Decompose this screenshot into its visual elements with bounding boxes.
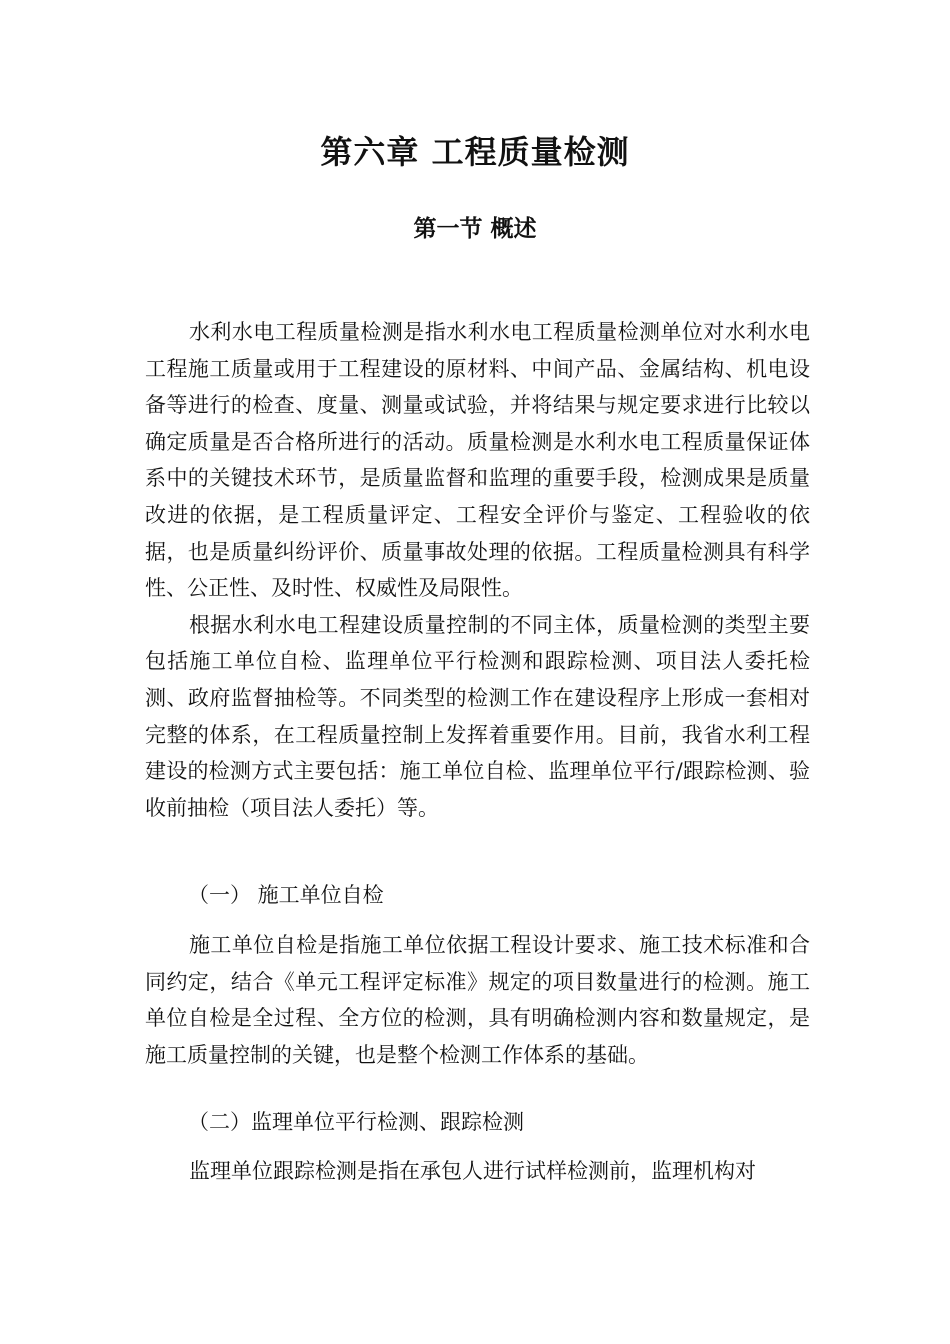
paragraph: 施工单位自检是指施工单位依据工程设计要求、施工技术标准和合同约定，结合《单元工程评定标准》规定的项目数量进行的检测。施工单位自检是全过程、全方位的检测，具有明确检测内容和数量规定，是施工质量控制的关键，也是整个检测工作体系的基础。 <box>145 933 810 1067</box>
subheading: （二）监理单位平行检测、跟踪检测 <box>188 1110 524 1134</box>
paragraph: 监理单位跟踪检测是指在承包人进行试样检测前，监理机构对 <box>189 1159 756 1183</box>
paragraph: 水利水电工程质量检测是指水利水电工程质量检测单位对水利水电工程施工质量或用于工程建设的原材料、中间产品、金属结构、机电设备等进行的检查、度量、测量或试验，并将结果与规定要求进行比较以确定质量是否合格所进行的活动。质量检测是水利水电工程质量保证体系中的关键技术环节，是质量监督和监理的重要手段，检测成果是质量改进的依据，是工程质量评定、工程安全评价与鉴定、工程验收的依据，也是质量纠纷评价、质量事故处理的依据。工程质量检测具有科学性、公正性、及时性、权威性及局限性。 <box>145 320 810 601</box>
body-block <box>145 927 810 1073</box>
section-title: 第一节 概述 <box>413 216 537 242</box>
subheading: （一） 施工单位自检 <box>188 883 384 907</box>
body-block <box>145 1153 810 1190</box>
body-block <box>145 314 810 826</box>
chapter-title: 第六章 工程质量检测 <box>320 133 630 171</box>
paragraph: 根据水利水电工程建设质量控制的不同主体，质量检测的类型主要包括施工单位自检、监理单位平行检测和跟踪检测、项目法人委托检测、政府监督抽检等。不同类型的检测工作在建设程序上形成一套相对完整的体系，在工程质量控制上发挥着重要作用。目前，我省水利工程建设的检测方式主要包括：施工单位自检、监理单位平行/跟踪检测、验收前抽检（项目法人委托）等。 <box>145 612 810 820</box>
